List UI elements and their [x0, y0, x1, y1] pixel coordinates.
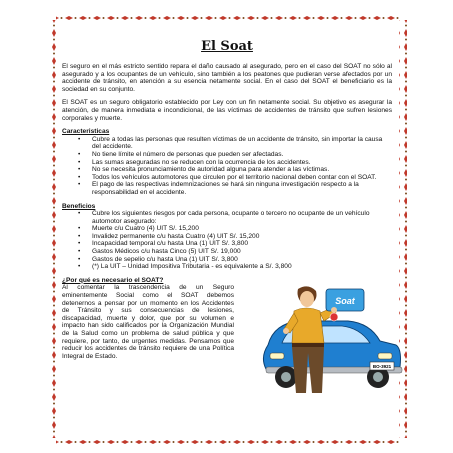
- list-item: • Cubre los siguientes riesgos por cada persona, ocupante o tercero no ocupante de un vehículo automotor asegurado:: [92, 210, 392, 225]
- list-item: • Las sumas aseguradas no se reducen con la ocurrencia de los accidentes.: [92, 159, 392, 167]
- sign-text: Soat: [335, 295, 355, 306]
- necessity-text-block: [62, 277, 234, 361]
- list-item: • El pago de las respectivas indemnizaciones se hará sin ninguna investigación respecto a la responsabilidad en el accidente.: [92, 181, 392, 196]
- document-content: [62, 39, 392, 369]
- list-item: • Muerte c/u Cuatro (4) UIT S/. 15,200: [92, 225, 392, 233]
- list-item: • Gastos de sepelio c/u hasta Una (1) UIT S/. 3,800: [92, 256, 392, 264]
- list-item: • Todos los vehículos automotores que circulen por el territorio nacional deben contar con el SOAT.: [92, 174, 392, 182]
- soat-illustration: [230, 283, 405, 395]
- list-item: • Gastos Médicos c/u hasta Cinco (5) UIT S/. 19,000: [92, 248, 392, 256]
- objective-paragraph: El SOAT es un seguro obligatorio establecido por Ley con un fin netamente social. Su objetivo es asegurar la atención, de manera inmediata e incondicional, de las víctimas de accidentes de tránsito que sufren lesiones corporales y muerte.: [62, 99, 392, 122]
- intro-paragraph: El seguro en el más estricto sentido repara el daño causado al asegurado, pero en el caso del SOAT no sólo al asegurado y a los ocupantes de un vehículo, sino también a los peatones que pudieran verse afectados por un accidente de tránsito, en atención a su esencia netamente social. En el caso del SOAT el beneficiario es la sociedad en su conjunto.: [62, 63, 392, 93]
- necessity-question: ¿Por qué es necesario el SOAT?: [62, 276, 164, 284]
- list-item: • Incapacidad temporal c/u hasta Una (1) UIT S/. 3,800: [92, 240, 392, 248]
- list-item: • Invalidez permanente c/u hasta Cuatro (4) UIT S/. 15,200: [92, 233, 392, 241]
- list-item: • No se necesita pronunciamiento de autoridad alguna para atender a las víctimas.: [92, 166, 392, 174]
- list-item: • Cubre a todas las personas que resulten víctimas de un accidente de tránsito, sin importar la causa del accidente.: [92, 136, 392, 151]
- necessity-paragraph: Al comentar la trascendencia de un Seguro eminentemente Social como el SOAT debemos detenernos a pensar por un momento en los Accidentes de Tránsito y sus consecuencias de lesiones, discapacidad, muerte y dolor, que por su volumen e impacto han sido calificados por la Organización Mundial de la Salud como un problema de salud pública y que requiere, por tanto, de urgentes medidas. Pensamos que reducir los accidentes de tránsito requiere de una Política Integral de Estado.: [62, 284, 234, 360]
- license-plate: BO-3921: [372, 363, 392, 369]
- list-item: • (*) La UIT – Unidad Impositiva Tributaria - es equivalente a S/. 3,800: [92, 263, 392, 271]
- soat-sign: [326, 289, 364, 313]
- page-title: El Soat: [201, 39, 253, 54]
- characteristics-heading: Caracteristicas: [62, 128, 110, 136]
- necessity-section: [62, 276, 392, 369]
- list-item: • No tiene límite el número de personas que pueden ser afectadas.: [92, 151, 392, 159]
- benefits-heading: Beneficios: [62, 202, 96, 210]
- benefits-list: [62, 210, 392, 271]
- characteristics-list: [62, 136, 392, 197]
